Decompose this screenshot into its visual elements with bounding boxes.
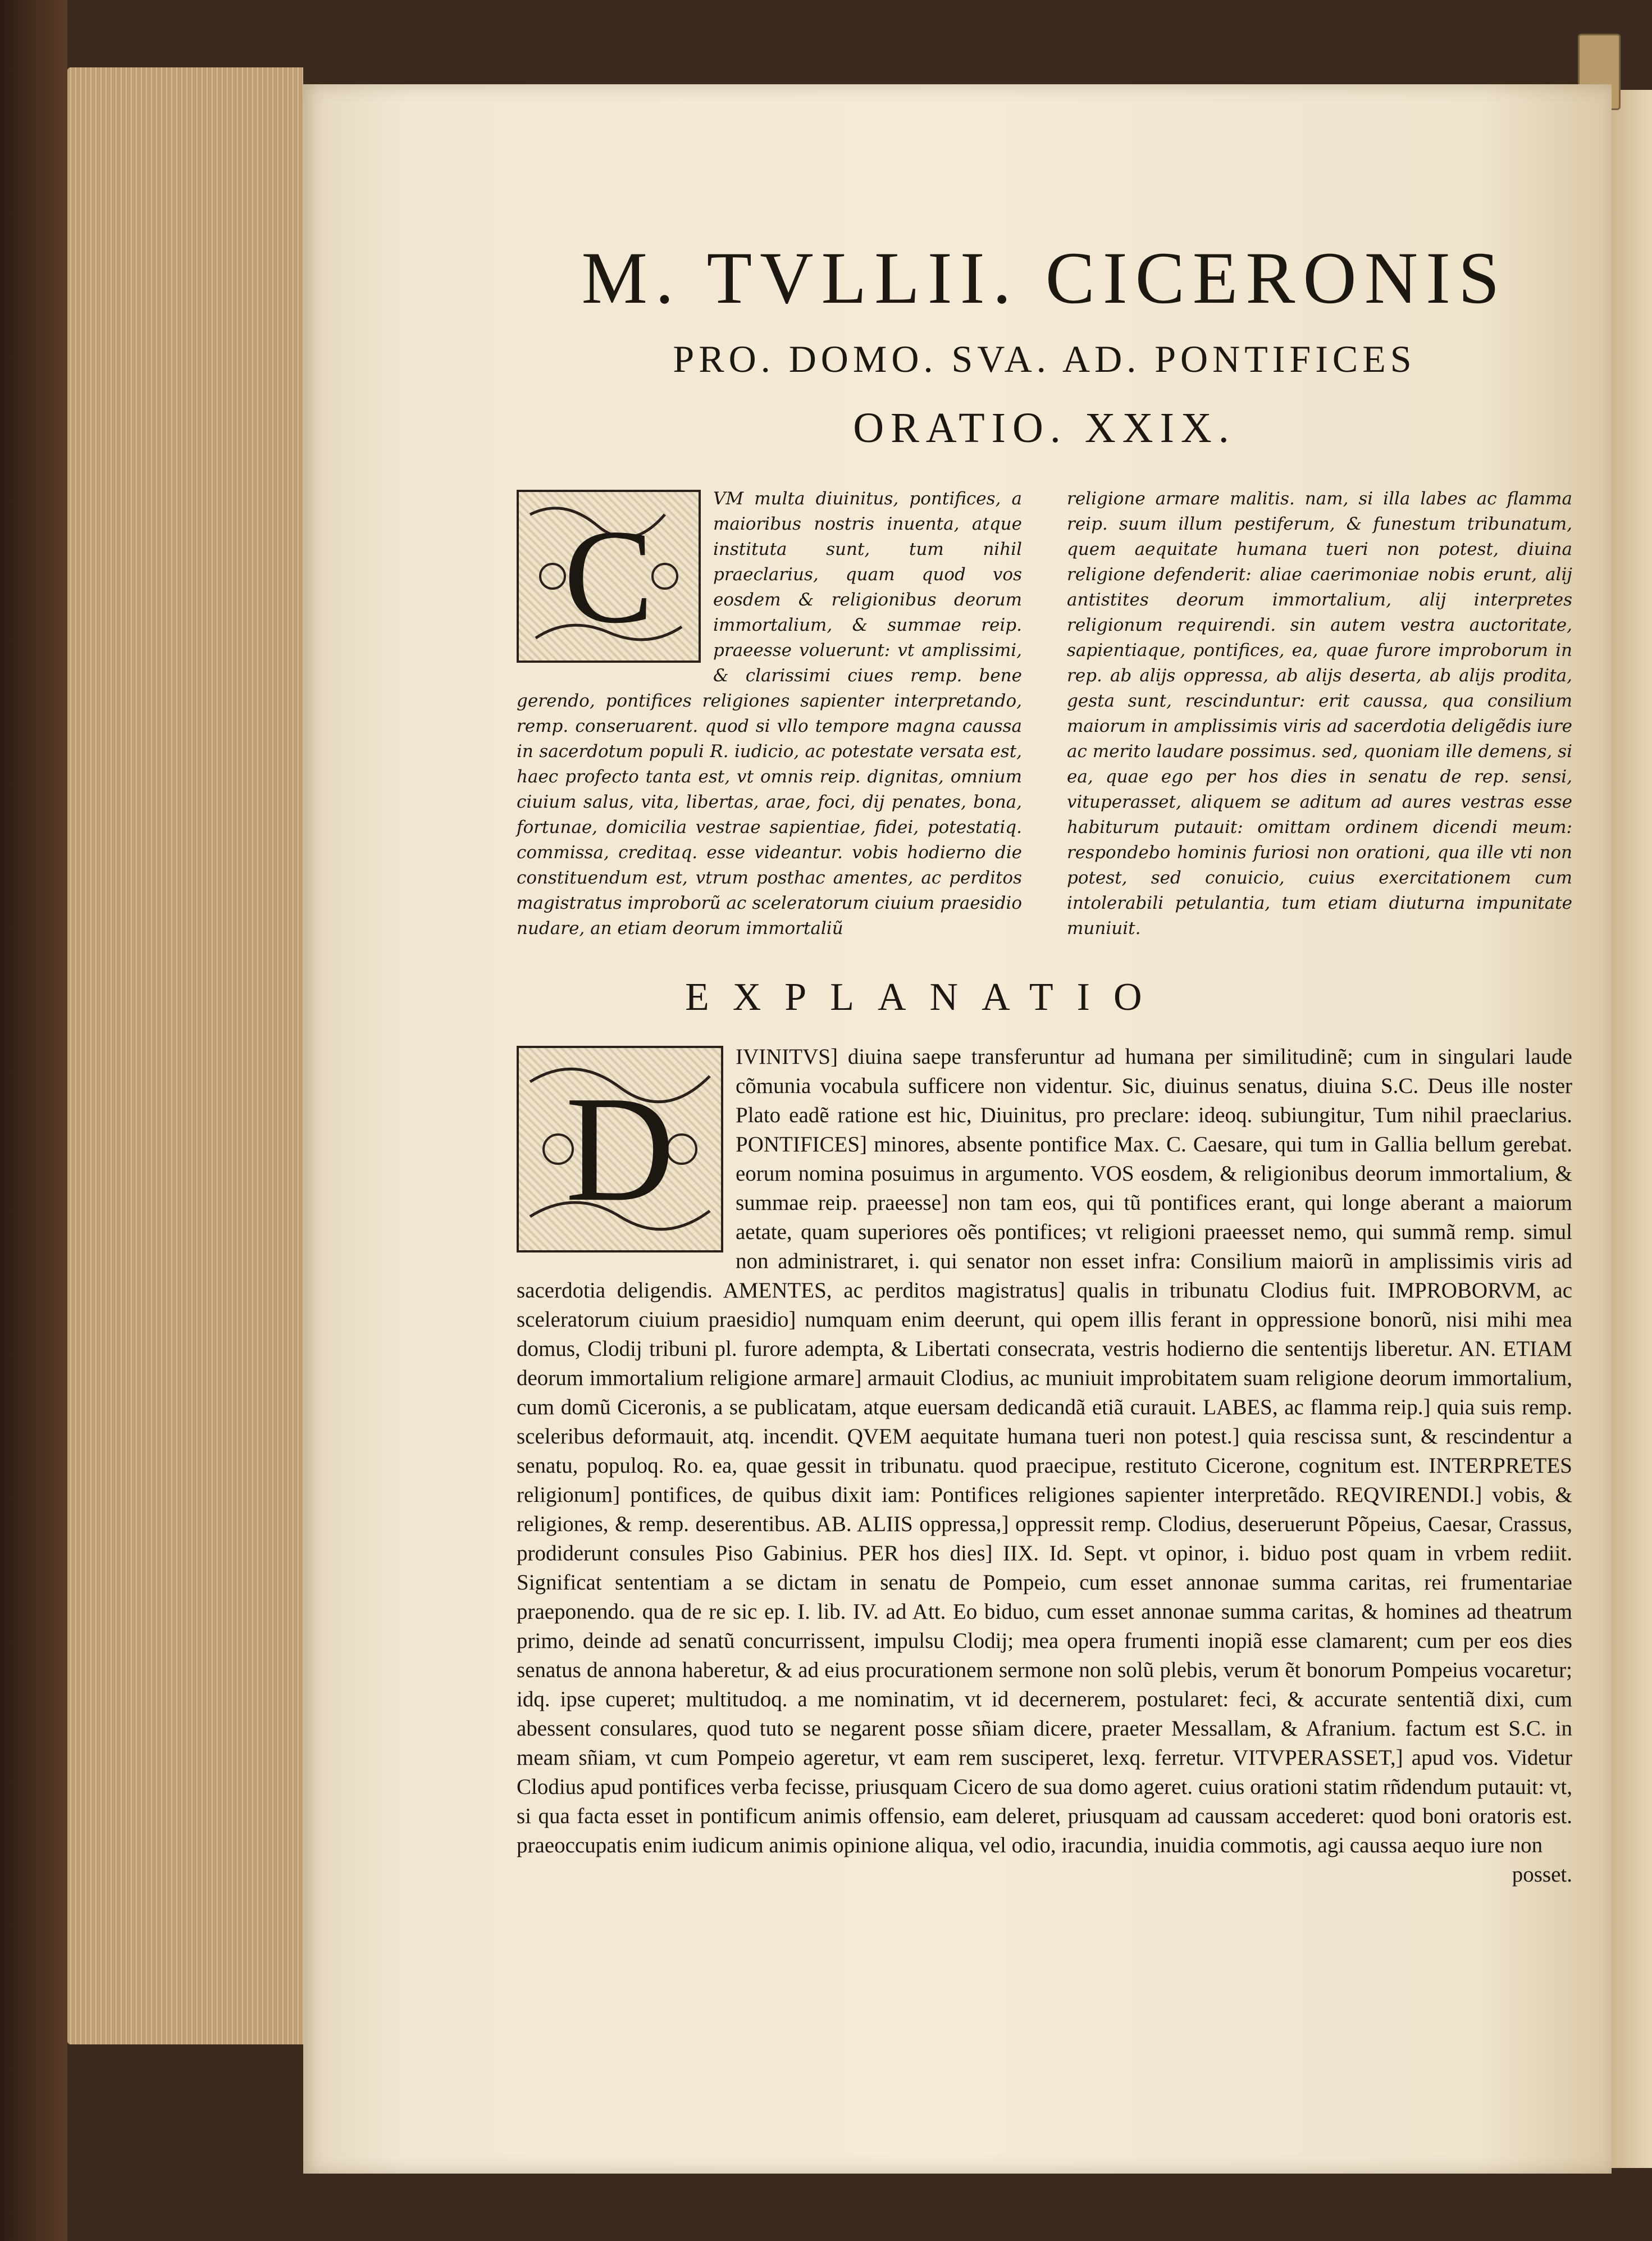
oration-left-text: VM multa diuinitus, pontifices, a maioribus nostris inuenta, atque instituta sunt, tum nihil praeclarius, quam quod vos eosdem & religionibus deorum immortalium, & summae reip. praeesse voluerunt: vt amplissimi, & clarissimi ciues remp. bene gerendo, pontifices religiones sapienter interpretando, remp. conseruarent. quod si vllo tempore magna caussa in sacerdotum populi R. iudicio, ac potestate versata est, haec profecto tanta est, vt omnis reip. dignitas, omnium ciuium salus, vita, libertas, arae, foci, dij penates, bona, fortunae, domicilia vestrae sapientiae, fidei, potestatiq. commissa, creditaq. esse videantur. vobis hodierno die constituendum est, vtrum posthac amentes, ac perditos magistratus improborũ ac sceleratorum ciuium praesidio nudare, an etiam deorum immortaliũ: [517, 489, 1022, 939]
oration-columns: [517, 486, 1572, 958]
oration-left-column: [517, 486, 1022, 941]
facing-page-edge: [1612, 90, 1652, 2168]
explanatio-final-word: posset.: [1512, 1862, 1572, 1887]
oration-right-column: [1067, 486, 1572, 941]
page-title: M. TVLLII. CICERONIS: [581, 236, 1508, 319]
page-content: [517, 236, 1572, 1889]
explanatio-text: IVINITVS] diuina saepe transferuntur ad humana per similitudinẽ; cum in singulari laude cõmunia vocabula sufficere non videntur. Sic, diuinus senatus, diuina S.C. Deus ille noster Plato eadẽ ratione est hic, Diuinitus, pro preclare: ideoq. subiungitur, Tum nihil praeclarius. PONTIFICES] minores, absente pontifice Max. C. Caesare, qui tum in Gallia bellum gerebat. eorum nomina posuimus in argumento. VOS eosdem, & religionibus deorum immortalium, & summae reip. praeesse] non tam eos, qui tũ pontifices erant, qui longe aberant a maiorum aetate, quam superiores oẽs pontifices; vt religioni praeesset nemo, qui summã remp. simul non administraret, i. qui senator non esset infra: Consilium maiorũ in amplissimis viris ad sacerdotia deligendis. AMENTES, ac perditos magistratus] qualis in tribunatu Clodius fuit. IMPROBORVM, ac sceleratorum ciuium praesidio] numquam enim deerunt, qui opem illis ferant in oppressione bonorũ, nisi mihi mea domus, Clodij tribuni pl. furore adempta, & Libertati consecrata, vestris hodierno die sententijs liberetur. AN. ETIAM deorum immortalium religione armare] armauit Clodius, ac muniuit improbitatem suam religione deorum immortalium, cum domũ Ciceronis, a se publicatam, atque euersam dedicandã etiã curauit. LABES, ac flamma reip.] quia suis remp. sceleribus deformauit, atq. incendit. QVEM aequitate humana tueri non potest.] quia rescissa sunt, & rescindentur a senatu, populoq. Ro. ea, quae gessit in tribunatu. quod praecipue, restituto Cicerone, cognitum est. INTERPRETES religionum] pontifices, de quibus dixit iam: Pontifices religiones sapienter interpretãdo. REQVIRENDI.] vobis, & religiones, & remp. deserentibus. AB. ALIIS oppressa,] oppressit remp. Clodius, deseruerunt Põpeius, Caesar, Crassus, prodiderunt consules Piso Gabinius. PER hos dies] IIX. Id. Sept. vt opinor, i. biduo post quam in vrbem rediit. Significat sententiam a se dictam in senatu de Pompeio, cum esset annonae summa caritas, rei frumentariae praeponendo. qua de re sic ep. I. lib. IV. ad Att. Eo biduo, cum esset annonae summa caritas, & homines ad theatrum primo, deinde ad senatũ concurrissent, impulsu Clodij; mea opera frumenti inopiã esse clamarent; cum per eos dies senatus de annona haberetur, & ad eius procurationem sermone non solũ plebis, verum ẽt bonorum Pompeius vocaretur; idq. ipse cuperet; multitudoq. a me nominatim, vt id decernerem, postularet: feci, & accurate sententiã dixi, cum abessent consulares, quod tuto se negarent posse sñiam dicere, praeter Messallam, & Afranium. factum est S.C. in meam sñiam, vt cum Pompeio ageretur, vt eam rem susciperet, lexq. ferretur. VITVPERASSET,] apud vos. Videtur Clodius apud pontifices verba fecisse, priusquam Cicero de sua domo ageret. cuius orationi statim rñdendum putauit: vt, si qua facta esset in pontificum animis offensio, eam deleret, priusquam ad caussam accederet: quod boni oratoris est. praeoccupatis enim iudicum animis opinione aliqua, vel odio, iracundia, inuidia commotis, agi caussa aequo iure non: [517, 1045, 1572, 1857]
decorated-initial-c: [517, 490, 701, 663]
oration-right-text: religione armare malitis. nam, si illa labes ac flamma reip. suum illum pestiferum, & funestum tribunatum, quem aequitate humana tueri non potest, diuina religione defenderit: aliae caerimoniae nobis erunt, alij antistites deorum immortalium, alij interpretes religionum requirendi. sin autem vestra auctoritate, sapientiaque, pontifices, ea, quae furore improborum in rep. ab alijs oppressa, ab alijs deserta, ab alijs prodita, gesta sunt, rescinduntur: erit caussa, qua consilium maiorum in amplissimis viris ad sacerdotia deligẽdis iure ac merito laudare possimus. sed, quoniam ille demens, si ea, quae ego per hos dies in senatu de rep. sensi, vituperasset, aliquem se aditum ad aures vestras esse habiturum putauit: omittam ordinem dicendi meum: respondebo hominis furiosi non orationi, qua ille vti non potest, sed conuicio, cuius exercitationem cum intolerabili petulantia, tum etiam diuturna impunitate muniuit.: [1067, 489, 1572, 939]
decorated-initial-d: [517, 1046, 723, 1252]
oration-number: ORATIO. XXIX.: [853, 404, 1236, 452]
book-binding: [0, 0, 67, 2241]
initial-d-ornament: [517, 1046, 723, 1252]
explanatio-body: [517, 1042, 1572, 1889]
page-edges: [67, 67, 303, 2044]
initial-letter: C: [563, 501, 654, 651]
initial-c-ornament: [517, 490, 701, 663]
explanatio-heading: EXPLANATIO: [685, 976, 1166, 1019]
initial-letter: D: [565, 1065, 675, 1233]
page-subtitle: PRO. DOMO. SVA. AD. PONTIFICES: [673, 338, 1416, 380]
